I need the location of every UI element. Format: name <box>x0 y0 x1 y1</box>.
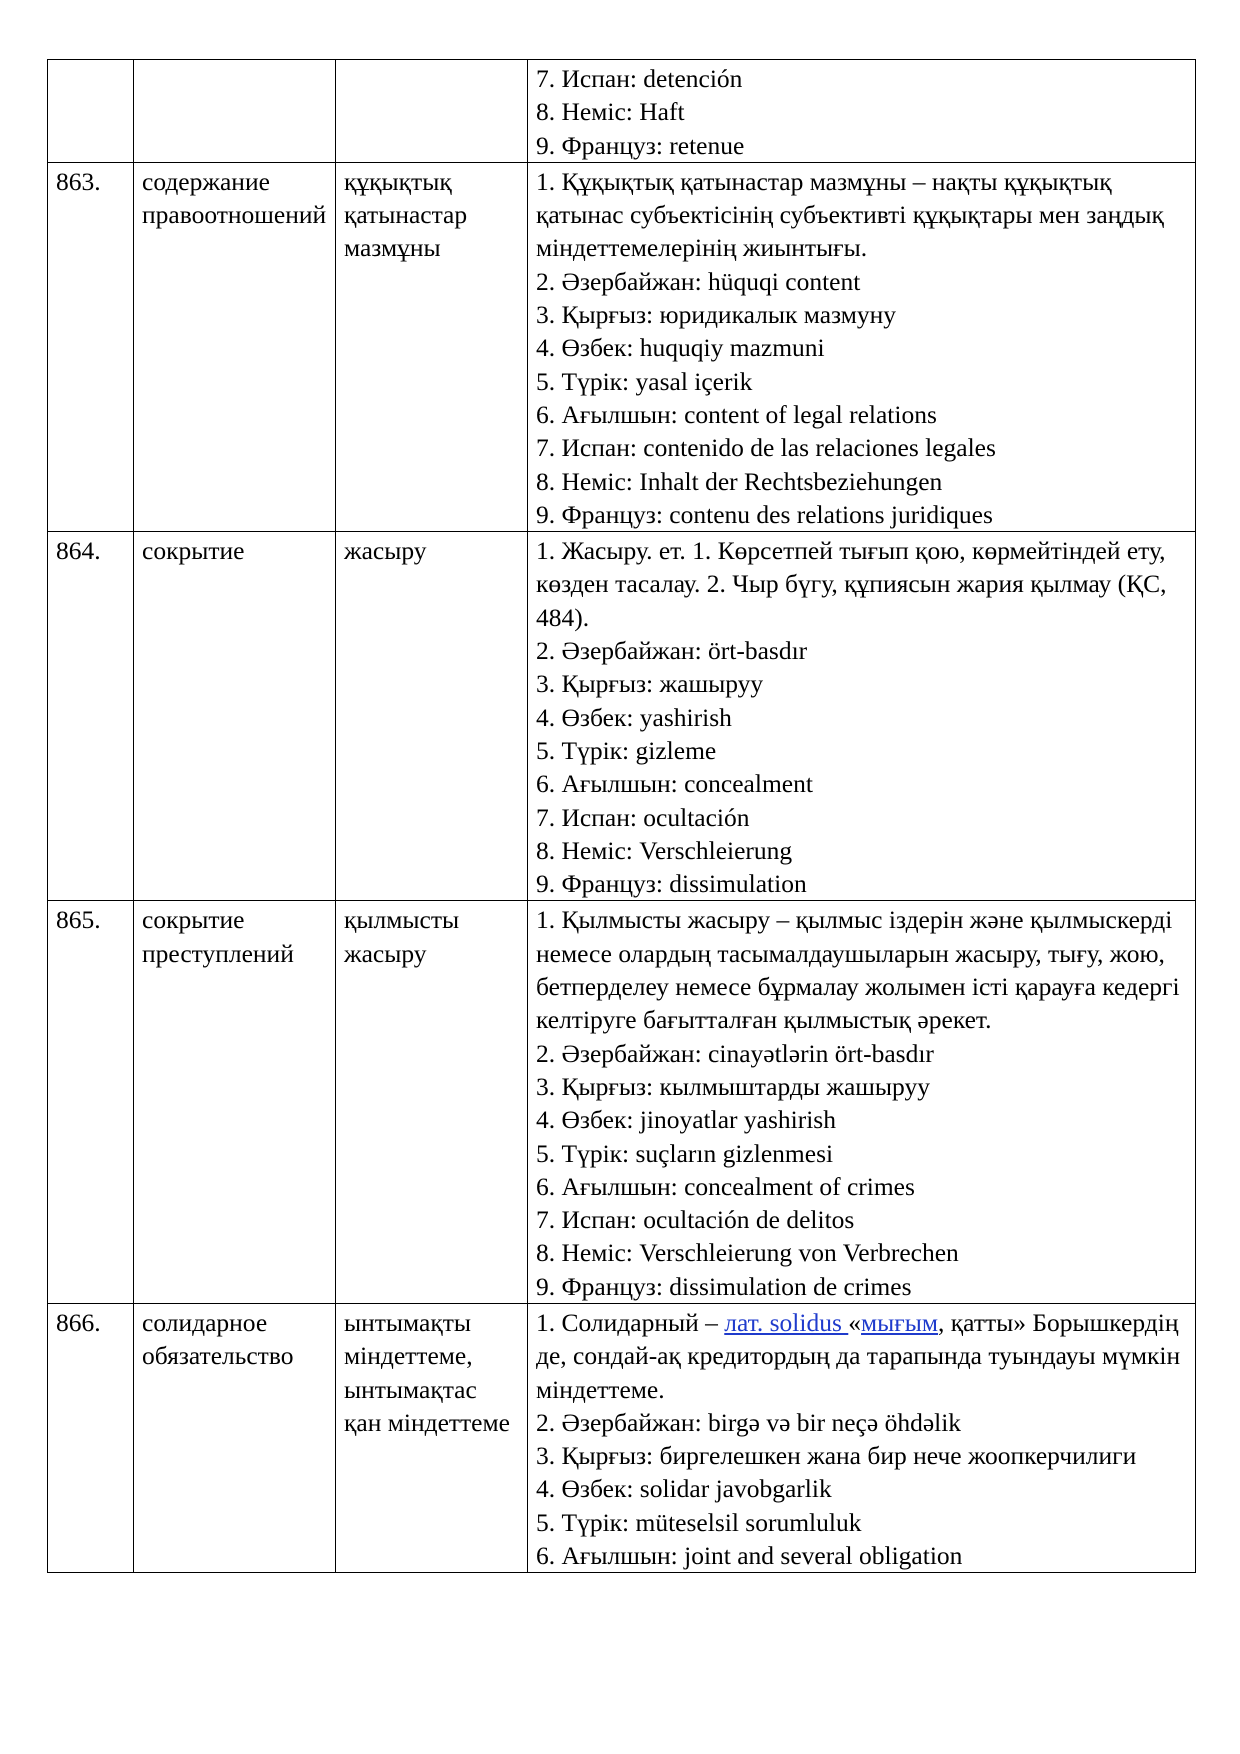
translation-line: 7. Испан: detención <box>536 64 743 93</box>
translation-line: 5. Түрік: suçların gizlenmesi <box>536 1138 834 1168</box>
definition-cell <box>528 901 1196 1304</box>
translation-line: 5. Түрік: müteselsil sorumluluk <box>536 1507 862 1537</box>
russian-term: содержание правоотношений <box>134 162 336 531</box>
definition-text: 1. Қылмысты жасыру – қылмыс іздерін және қылмыскерді немесе олардың тасымалдаушыларын жасыру, тығу, жою, бетперделеу немесе бұрмалау жолымен істі қарауға кедергі келтіруге бағытталған қылмыстық әрекет. <box>536 905 1180 1035</box>
translation-line: 8. Неміс: Inhalt der Rechtsbeziehungen <box>536 466 943 496</box>
definition-cell <box>528 60 1196 163</box>
translation-line: 4. Өзбек: jinoyatlar yashirish <box>536 1105 836 1135</box>
translation-line: 3. Қырғыз: юридикалык мазмуну <box>536 300 897 330</box>
translation-line: 6. Ағылшын: concealment of crimes <box>536 1171 915 1201</box>
translation-line: 4. Өзбек: yashirish <box>536 702 732 732</box>
translation-line: 7. Испан: contenido de las relaciones legales <box>536 433 996 463</box>
definition-text: 1. Құқықтық қатынастар мазмұны – нақты құқықтық қатынас субъектісінің субъективті құқықтары мен заңдық міндеттемелерінің жиынтығы. <box>536 166 1164 263</box>
russian-term <box>134 60 336 163</box>
translation-line: 8. Неміс: Verschleierung <box>536 835 793 865</box>
translation-line: 4. Өзбек: solidar javobgarlik <box>536 1474 832 1504</box>
russian-term: сокрытие преступлений <box>134 901 336 1304</box>
meaning-link[interactable]: мығым <box>861 1307 939 1337</box>
entry-number <box>48 60 134 163</box>
translation-line: 3. Қырғыз: жашыруу <box>536 669 764 699</box>
definition-cell <box>528 162 1196 531</box>
russian-term: сокрытие <box>134 532 336 901</box>
kazakh-term <box>336 60 528 163</box>
russian-term: солидарное обязательство <box>134 1303 336 1572</box>
entry-number: 866. <box>48 1303 134 1572</box>
definition-cell <box>528 532 1196 901</box>
dictionary-table <box>47 59 1196 1573</box>
translation-line: 5. Түрік: gizleme <box>536 735 717 765</box>
translation-line: 2. Әзербайжан: hüquqi content <box>536 266 861 296</box>
entry-number: 865. <box>48 901 134 1304</box>
table-row <box>48 1303 1196 1572</box>
translation-line: 7. Испан: ocultación de delitos <box>536 1205 855 1235</box>
translation-line: 9. Француз: retenue <box>536 130 745 160</box>
kazakh-term: ынтымақты міндеттеме, ынтымақтас қан міндеттеме <box>336 1303 528 1572</box>
translation-line: 9. Француз: dissimulation <box>536 869 807 899</box>
definition-text <box>536 1306 1187 1406</box>
table-row <box>48 162 1196 531</box>
translation-line: 9. Француз: dissimulation de crimes <box>536 1271 912 1301</box>
translation-line: 2. Әзербайжан: cinayətlərin ört-basdır <box>536 1038 934 1068</box>
translation-line: 9. Француз: contenu des relations juridiques <box>536 499 993 529</box>
translation-line: 2. Әзербайжан: ört-basdır <box>536 636 808 666</box>
translation-line: 3. Қырғыз: биргелешкен жана бир нече жоопкерчилиги <box>536 1441 1137 1471</box>
kazakh-term: қылмысты жасыру <box>336 901 528 1304</box>
translation-line: 6. Ағылшын: joint and several obligation <box>536 1541 963 1571</box>
entry-number: 864. <box>48 532 134 901</box>
translation-line: 6. Ағылшын: content of legal relations <box>536 399 937 429</box>
quote-open: « <box>848 1307 862 1337</box>
definition-text: 1. Жасыру. ет. 1. Көрсетпей тығып қою, көрмейтіндей ету, көзден тасалау. 2. Чыр бүгу, құпиясын жария қылмау (ҚС, 484). <box>536 536 1167 632</box>
translation-line: 4. Өзбек: huquqiy mazmuni <box>536 333 825 363</box>
translation-line: 7. Испан: ocultación <box>536 802 750 832</box>
translation-line: 5. Түрік: yasal içerik <box>536 366 753 396</box>
definition-intro: 1. Солидарный – <box>536 1307 725 1337</box>
table-row <box>48 60 1196 163</box>
definition-cell <box>528 1303 1196 1572</box>
translation-line: 8. Неміс: Verschleierung von Verbrechen <box>536 1238 959 1268</box>
latin-origin-link[interactable]: лат. solidus <box>724 1307 849 1337</box>
kazakh-term: құқықтық қатынастар мазмұны <box>336 162 528 531</box>
table-row <box>48 901 1196 1304</box>
translation-line: 2. Әзербайжан: birgə və bir neçə öhdəlik <box>536 1407 962 1437</box>
entry-number: 863. <box>48 162 134 531</box>
table-row <box>48 532 1196 901</box>
translation-line: 8. Неміс: Haft <box>536 97 685 127</box>
translation-line: 3. Қырғыз: кылмыштарды жашыруу <box>536 1071 930 1101</box>
definition-rest: , қатты» Борышкердің де, сондай-ақ кредитордың да тарапында туындауы мүмкін міндеттеме. <box>536 1307 1181 1404</box>
kazakh-term: жасыру <box>336 532 528 901</box>
translation-line: 6. Ағылшын: concealment <box>536 769 813 799</box>
